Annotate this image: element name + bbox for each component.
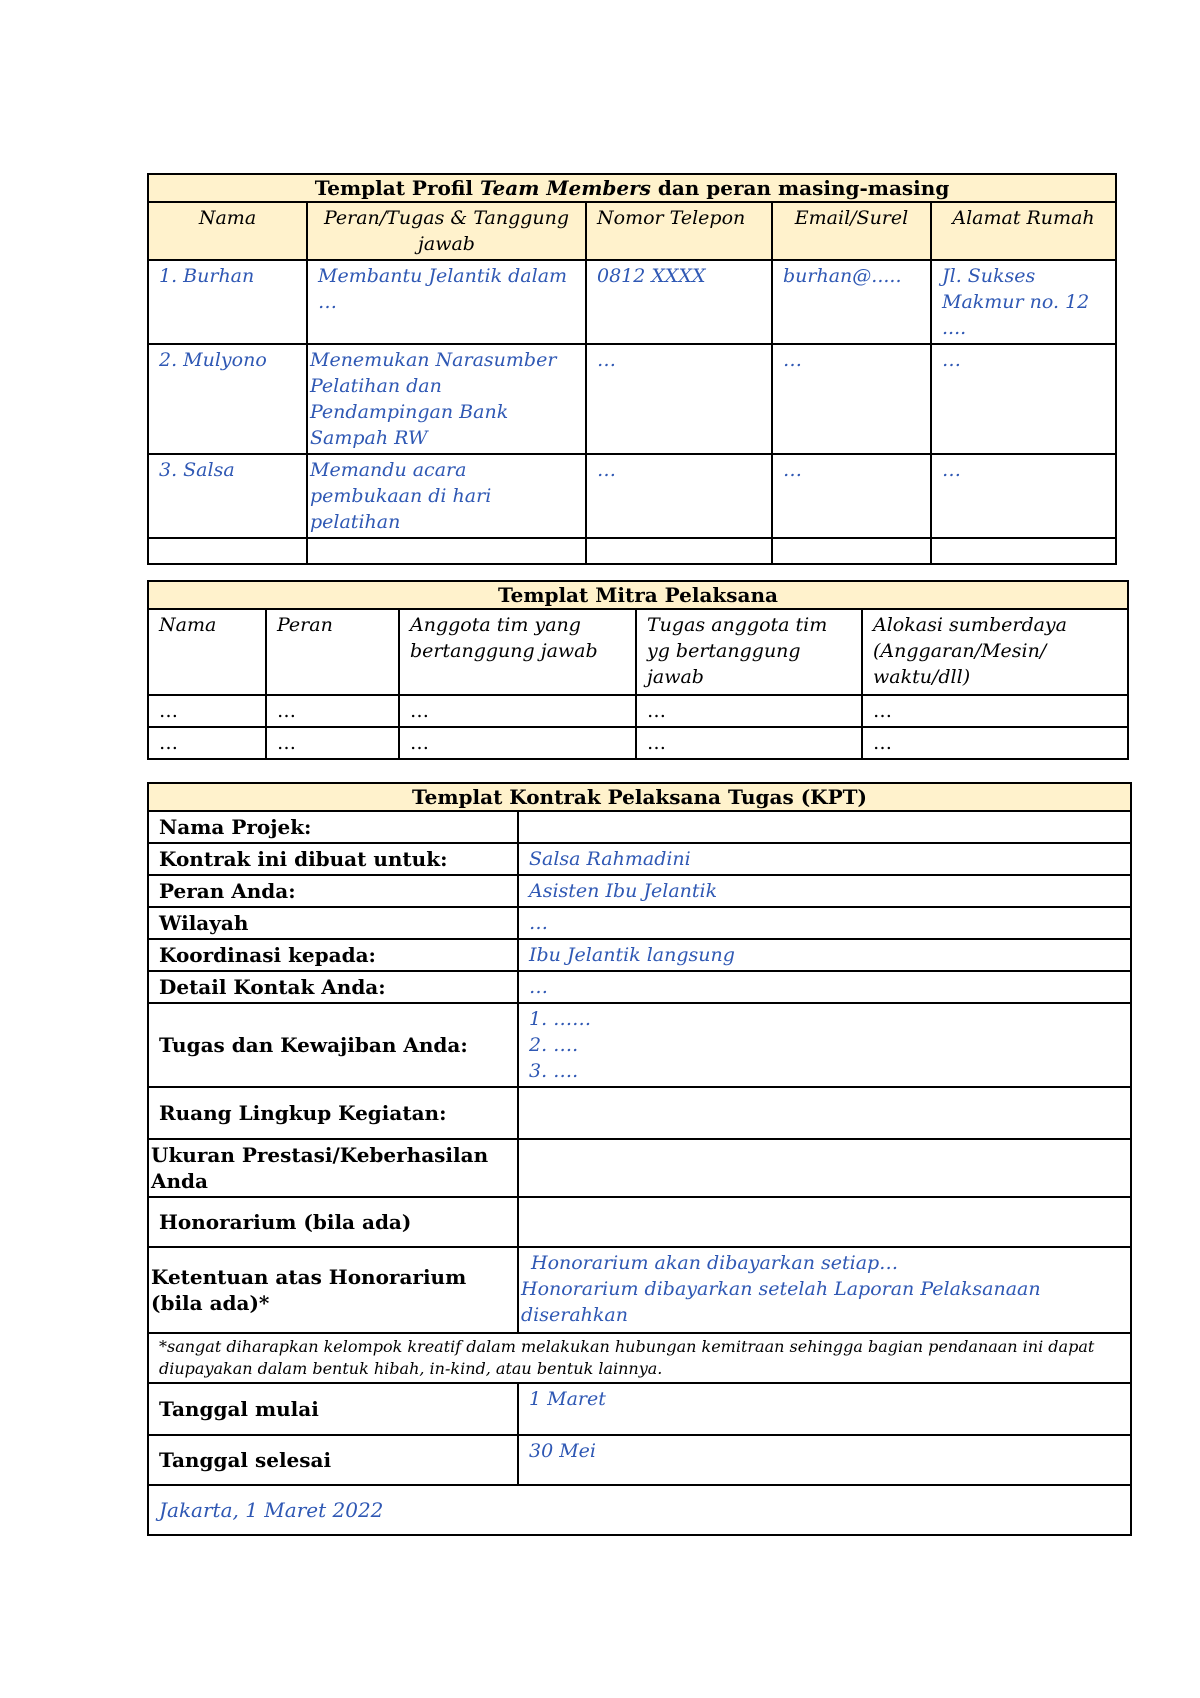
value-wilayah: …	[518, 907, 1131, 939]
cell-empty	[307, 538, 586, 564]
cell: …	[266, 695, 399, 727]
mitra-pelaksana-table	[147, 580, 1129, 760]
cell: …	[399, 695, 636, 727]
cell: …	[862, 727, 1128, 759]
list-item: 3. ….	[529, 1060, 579, 1082]
cell-peran: Menemukan Narasumber Pelatihan dan Pendampingan Bank Sampah RW	[307, 344, 586, 454]
team-members-table	[147, 173, 1117, 565]
col-header-anggota: Anggota tim yang bertanggung jawab	[399, 609, 636, 695]
label-honor: Honorarium (bila ada)	[148, 1197, 518, 1247]
cell-telepon: …	[586, 344, 772, 454]
label-kontak: Detail Kontak Anda:	[148, 971, 518, 1003]
col-header-telepon: Nomor Telepon	[586, 202, 772, 260]
label-mulai: Tanggal mulai	[148, 1383, 518, 1435]
table-row	[148, 695, 1128, 727]
cell-empty	[586, 538, 772, 564]
value-koordinasi: Ibu Jelantik langsung	[518, 939, 1131, 971]
team-table-title: Templat Profil Team Members dan peran masing-masing	[148, 174, 1116, 202]
label-ukuran: Ukuran Prestasi/Keberhasilan Anda	[148, 1139, 518, 1197]
col-header-alokasi: Alokasi sumberdaya (Anggaran/Mesin/ waktu/dll)	[862, 609, 1128, 695]
table-row	[148, 260, 1116, 344]
ketentuan-line-2: Honorarium dibayarkan setelah Laporan Pelaksanaan diserahkan	[521, 1278, 1041, 1326]
cell-alamat: …	[931, 454, 1116, 538]
list-item: 2. ….	[529, 1034, 579, 1056]
mitra-table-title: Templat Mitra Pelaksana	[148, 581, 1128, 609]
cell-peran: Memandu acara pembukaan di hari pelatihan	[307, 454, 586, 538]
list-item: 1. ……	[529, 1008, 592, 1030]
value-ketentuan	[518, 1247, 1131, 1333]
label-ketentuan: Ketentuan atas Honorarium (bila ada)*	[148, 1247, 518, 1333]
cell-telepon: …	[586, 454, 772, 538]
label-wilayah: Wilayah	[148, 907, 518, 939]
footnote: *sangat diharapkan kelompok kreatif dalam melakukan hubungan kemitraan sehingga bagian pendanaan ini dapat diupayakan dalam bentuk hibah, in-kind, atau bentuk lainnya.	[148, 1333, 1131, 1383]
cell-email: burhan@.....	[772, 260, 931, 344]
cell: …	[862, 695, 1128, 727]
label-tugas: Tugas dan Kewajiban Anda:	[148, 1003, 518, 1087]
place-date: Jakarta, 1 Maret 2022	[148, 1485, 1131, 1535]
label-peran: Peran Anda:	[148, 875, 518, 907]
cell: …	[399, 727, 636, 759]
col-header-peran: Peran	[266, 609, 399, 695]
col-header-alamat: Alamat Rumah	[931, 202, 1116, 260]
cell-nama: 2. Mulyono	[148, 344, 307, 454]
cell: …	[148, 695, 266, 727]
value-ukuran	[518, 1139, 1131, 1197]
col-header-nama: Nama	[148, 202, 307, 260]
cell-peran: Membantu Jelantik dalam …	[307, 260, 586, 344]
col-header-peran: Peran/Tugas & Tanggung jawab	[307, 202, 586, 260]
col-header-nama: Nama	[148, 609, 266, 695]
kpt-table	[147, 782, 1132, 1536]
cell-email: …	[772, 454, 931, 538]
label-selesai: Tanggal selesai	[148, 1435, 518, 1485]
col-header-tugas: Tugas anggota tim yg bertanggung jawab	[636, 609, 862, 695]
value-tugas	[518, 1003, 1131, 1087]
col-header-email: Email/Surel	[772, 202, 931, 260]
cell: …	[266, 727, 399, 759]
value-mulai: 1 Maret	[518, 1383, 1131, 1435]
label-koordinasi: Koordinasi kepada:	[148, 939, 518, 971]
table-row	[148, 727, 1128, 759]
cell-email: …	[772, 344, 931, 454]
kpt-table-title: Templat Kontrak Pelaksana Tugas (KPT)	[148, 783, 1131, 811]
cell-empty	[772, 538, 931, 564]
label-kontrak: Kontrak ini dibuat untuk:	[148, 843, 518, 875]
cell-telepon: 0812 XXXX	[586, 260, 772, 344]
cell-empty	[148, 538, 307, 564]
cell-nama: 1. Burhan	[148, 260, 307, 344]
cell-nama: 3. Salsa	[148, 454, 307, 538]
cell-empty	[931, 538, 1116, 564]
cell: …	[148, 727, 266, 759]
value-kontrak: Salsa Rahmadini	[518, 843, 1131, 875]
label-nama-projek: Nama Projek:	[148, 811, 518, 843]
cell-alamat: …	[931, 344, 1116, 454]
table-row	[148, 344, 1116, 454]
cell: …	[636, 695, 862, 727]
table-row	[148, 538, 1116, 564]
value-nama-projek	[518, 811, 1131, 843]
ketentuan-line-1: Honorarium akan dibayarkan setiap…	[531, 1252, 899, 1274]
label-ruang: Ruang Lingkup Kegiatan:	[148, 1087, 518, 1139]
value-kontak: …	[518, 971, 1131, 1003]
table-row	[148, 454, 1116, 538]
value-selesai: 30 Mei	[518, 1435, 1131, 1485]
value-peran: Asisten Ibu Jelantik	[518, 875, 1131, 907]
value-ruang	[518, 1087, 1131, 1139]
cell: …	[636, 727, 862, 759]
cell-alamat: Jl. Sukses Makmur no. 12 ....	[931, 260, 1116, 344]
value-honor	[518, 1197, 1131, 1247]
